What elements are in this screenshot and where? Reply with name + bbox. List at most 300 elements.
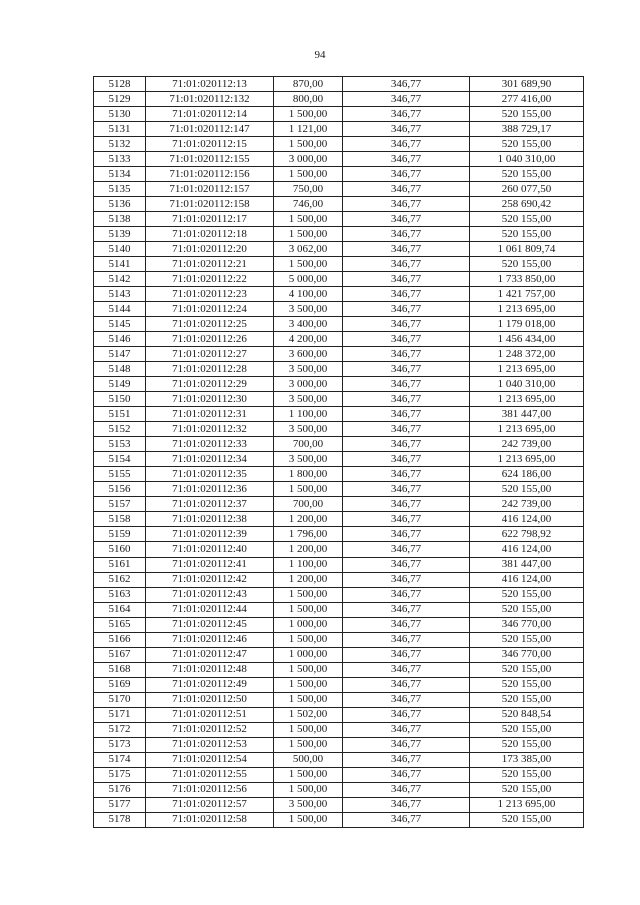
row-number-cell: 5177 xyxy=(94,797,146,812)
area-cell: 1 796,00 xyxy=(274,527,343,542)
table-row xyxy=(94,557,584,572)
value-cell: 1 421 757,00 xyxy=(470,287,584,302)
value-cell: 173 385,00 xyxy=(470,752,584,767)
rate-cell: 346,77 xyxy=(343,197,470,212)
row-number-cell: 5138 xyxy=(94,212,146,227)
area-cell: 746,00 xyxy=(274,197,343,212)
value-cell: 258 690,42 xyxy=(470,197,584,212)
row-number-cell: 5143 xyxy=(94,287,146,302)
area-cell: 1 500,00 xyxy=(274,692,343,707)
rate-cell: 346,77 xyxy=(343,767,470,782)
value-cell: 520 155,00 xyxy=(470,482,584,497)
row-number-cell: 5163 xyxy=(94,587,146,602)
value-cell: 520 155,00 xyxy=(470,137,584,152)
table-row xyxy=(94,467,584,482)
area-cell: 3 600,00 xyxy=(274,347,343,362)
area-cell: 1 800,00 xyxy=(274,467,343,482)
table-row xyxy=(94,317,584,332)
row-number-cell: 5146 xyxy=(94,332,146,347)
cadastral-number-cell: 71:01:020112:52 xyxy=(146,722,274,737)
area-cell: 3 500,00 xyxy=(274,362,343,377)
row-number-cell: 5154 xyxy=(94,452,146,467)
cadastral-value-table xyxy=(93,76,584,828)
row-number-cell: 5129 xyxy=(94,92,146,107)
row-number-cell: 5170 xyxy=(94,692,146,707)
area-cell: 1 500,00 xyxy=(274,602,343,617)
row-number-cell: 5140 xyxy=(94,242,146,257)
rate-cell: 346,77 xyxy=(343,212,470,227)
row-number-cell: 5135 xyxy=(94,182,146,197)
cadastral-number-cell: 71:01:020112:132 xyxy=(146,92,274,107)
value-cell: 624 186,00 xyxy=(470,467,584,482)
row-number-cell: 5147 xyxy=(94,347,146,362)
rate-cell: 346,77 xyxy=(343,422,470,437)
table-row xyxy=(94,107,584,122)
row-number-cell: 5166 xyxy=(94,632,146,647)
cadastral-number-cell: 71:01:020112:20 xyxy=(146,242,274,257)
area-cell: 870,00 xyxy=(274,77,343,92)
table-row xyxy=(94,152,584,167)
cadastral-number-cell: 71:01:020112:46 xyxy=(146,632,274,647)
table-row xyxy=(94,722,584,737)
rate-cell: 346,77 xyxy=(343,347,470,362)
table-row xyxy=(94,677,584,692)
cadastral-number-cell: 71:01:020112:26 xyxy=(146,332,274,347)
row-number-cell: 5158 xyxy=(94,512,146,527)
row-number-cell: 5167 xyxy=(94,647,146,662)
value-cell: 301 689,90 xyxy=(470,77,584,92)
row-number-cell: 5150 xyxy=(94,392,146,407)
rate-cell: 346,77 xyxy=(343,527,470,542)
rate-cell: 346,77 xyxy=(343,77,470,92)
row-number-cell: 5169 xyxy=(94,677,146,692)
rate-cell: 346,77 xyxy=(343,707,470,722)
value-cell: 1 213 695,00 xyxy=(470,362,584,377)
value-cell: 520 155,00 xyxy=(470,677,584,692)
value-cell: 520 155,00 xyxy=(470,737,584,752)
row-number-cell: 5159 xyxy=(94,527,146,542)
area-cell: 700,00 xyxy=(274,437,343,452)
rate-cell: 346,77 xyxy=(343,137,470,152)
value-cell: 1 213 695,00 xyxy=(470,302,584,317)
cadastral-number-cell: 71:01:020112:21 xyxy=(146,257,274,272)
area-cell: 3 000,00 xyxy=(274,152,343,167)
cadastral-number-cell: 71:01:020112:53 xyxy=(146,737,274,752)
row-number-cell: 5175 xyxy=(94,767,146,782)
cadastral-number-cell: 71:01:020112:43 xyxy=(146,587,274,602)
value-cell: 520 155,00 xyxy=(470,227,584,242)
cadastral-number-cell: 71:01:020112:51 xyxy=(146,707,274,722)
area-cell: 3 500,00 xyxy=(274,422,343,437)
area-cell: 1 500,00 xyxy=(274,227,343,242)
table-row xyxy=(94,617,584,632)
value-cell: 622 798,92 xyxy=(470,527,584,542)
row-number-cell: 5155 xyxy=(94,467,146,482)
row-number-cell: 5168 xyxy=(94,662,146,677)
row-number-cell: 5157 xyxy=(94,497,146,512)
rate-cell: 346,77 xyxy=(343,647,470,662)
row-number-cell: 5152 xyxy=(94,422,146,437)
value-cell: 520 155,00 xyxy=(470,662,584,677)
table-row xyxy=(94,392,584,407)
area-cell: 3 000,00 xyxy=(274,377,343,392)
value-cell: 416 124,00 xyxy=(470,512,584,527)
table-row xyxy=(94,407,584,422)
cadastral-number-cell: 71:01:020112:49 xyxy=(146,677,274,692)
table-row xyxy=(94,272,584,287)
rate-cell: 346,77 xyxy=(343,242,470,257)
area-cell: 750,00 xyxy=(274,182,343,197)
rate-cell: 346,77 xyxy=(343,152,470,167)
cadastral-number-cell: 71:01:020112:30 xyxy=(146,392,274,407)
table-row xyxy=(94,122,584,137)
value-cell: 1 061 809,74 xyxy=(470,242,584,257)
row-number-cell: 5128 xyxy=(94,77,146,92)
table-row xyxy=(94,542,584,557)
area-cell: 1 500,00 xyxy=(274,677,343,692)
value-cell: 520 155,00 xyxy=(470,167,584,182)
area-cell: 1 500,00 xyxy=(274,737,343,752)
table-row xyxy=(94,377,584,392)
value-cell: 1 213 695,00 xyxy=(470,797,584,812)
table-row xyxy=(94,182,584,197)
rate-cell: 346,77 xyxy=(343,302,470,317)
rate-cell: 346,77 xyxy=(343,92,470,107)
value-cell: 416 124,00 xyxy=(470,542,584,557)
cadastral-number-cell: 71:01:020112:56 xyxy=(146,782,274,797)
area-cell: 1 500,00 xyxy=(274,107,343,122)
table-row xyxy=(94,212,584,227)
table-row xyxy=(94,332,584,347)
row-number-cell: 5173 xyxy=(94,737,146,752)
cadastral-number-cell: 71:01:020112:17 xyxy=(146,212,274,227)
row-number-cell: 5176 xyxy=(94,782,146,797)
area-cell: 1 500,00 xyxy=(274,767,343,782)
row-number-cell: 5141 xyxy=(94,257,146,272)
cadastral-number-cell: 71:01:020112:57 xyxy=(146,797,274,812)
rate-cell: 346,77 xyxy=(343,332,470,347)
table-row xyxy=(94,662,584,677)
table-row xyxy=(94,422,584,437)
cadastral-number-cell: 71:01:020112:47 xyxy=(146,647,274,662)
table-row xyxy=(94,437,584,452)
value-cell: 1 040 310,00 xyxy=(470,377,584,392)
area-cell: 1 500,00 xyxy=(274,257,343,272)
value-cell: 520 155,00 xyxy=(470,107,584,122)
table-row xyxy=(94,512,584,527)
value-cell: 416 124,00 xyxy=(470,572,584,587)
row-number-cell: 5132 xyxy=(94,137,146,152)
value-cell: 381 447,00 xyxy=(470,557,584,572)
cadastral-number-cell: 71:01:020112:32 xyxy=(146,422,274,437)
row-number-cell: 5139 xyxy=(94,227,146,242)
cadastral-number-cell: 71:01:020112:36 xyxy=(146,482,274,497)
area-cell: 3 500,00 xyxy=(274,302,343,317)
rate-cell: 346,77 xyxy=(343,362,470,377)
area-cell: 1 000,00 xyxy=(274,617,343,632)
cadastral-number-cell: 71:01:020112:39 xyxy=(146,527,274,542)
cadastral-number-cell: 71:01:020112:22 xyxy=(146,272,274,287)
table-row xyxy=(94,242,584,257)
row-number-cell: 5144 xyxy=(94,302,146,317)
rate-cell: 346,77 xyxy=(343,557,470,572)
table-row xyxy=(94,257,584,272)
row-number-cell: 5134 xyxy=(94,167,146,182)
area-cell: 1 200,00 xyxy=(274,542,343,557)
area-cell: 3 500,00 xyxy=(274,392,343,407)
table-row xyxy=(94,167,584,182)
value-cell: 520 155,00 xyxy=(470,632,584,647)
cadastral-number-cell: 71:01:020112:37 xyxy=(146,497,274,512)
cadastral-number-cell: 71:01:020112:40 xyxy=(146,542,274,557)
value-cell: 520 155,00 xyxy=(470,587,584,602)
rate-cell: 346,77 xyxy=(343,317,470,332)
table-row xyxy=(94,287,584,302)
rate-cell: 346,77 xyxy=(343,392,470,407)
row-number-cell: 5171 xyxy=(94,707,146,722)
area-cell: 1 500,00 xyxy=(274,782,343,797)
area-cell: 1 500,00 xyxy=(274,167,343,182)
value-cell: 242 739,00 xyxy=(470,497,584,512)
rate-cell: 346,77 xyxy=(343,407,470,422)
table-row xyxy=(94,707,584,722)
row-number-cell: 5130 xyxy=(94,107,146,122)
table-row xyxy=(94,737,584,752)
value-cell: 520 155,00 xyxy=(470,257,584,272)
cadastral-number-cell: 71:01:020112:58 xyxy=(146,812,274,827)
value-cell: 1 213 695,00 xyxy=(470,392,584,407)
row-number-cell: 5142 xyxy=(94,272,146,287)
table-row xyxy=(94,137,584,152)
cadastral-number-cell: 71:01:020112:28 xyxy=(146,362,274,377)
area-cell: 4 200,00 xyxy=(274,332,343,347)
cadastral-number-cell: 71:01:020112:29 xyxy=(146,377,274,392)
area-cell: 1 000,00 xyxy=(274,647,343,662)
value-cell: 1 213 695,00 xyxy=(470,422,584,437)
rate-cell: 346,77 xyxy=(343,797,470,812)
table-row xyxy=(94,812,584,827)
rate-cell: 346,77 xyxy=(343,737,470,752)
cadastral-number-cell: 71:01:020112:54 xyxy=(146,752,274,767)
rate-cell: 346,77 xyxy=(343,782,470,797)
row-number-cell: 5131 xyxy=(94,122,146,137)
row-number-cell: 5153 xyxy=(94,437,146,452)
area-cell: 1 500,00 xyxy=(274,722,343,737)
table-row xyxy=(94,587,584,602)
cadastral-number-cell: 71:01:020112:41 xyxy=(146,557,274,572)
rate-cell: 346,77 xyxy=(343,377,470,392)
row-number-cell: 5174 xyxy=(94,752,146,767)
cadastral-number-cell: 71:01:020112:25 xyxy=(146,317,274,332)
area-cell: 1 502,00 xyxy=(274,707,343,722)
page-number: 94 xyxy=(314,49,326,61)
row-number-cell: 5151 xyxy=(94,407,146,422)
value-cell: 520 155,00 xyxy=(470,212,584,227)
area-cell: 800,00 xyxy=(274,92,343,107)
cadastral-number-cell: 71:01:020112:18 xyxy=(146,227,274,242)
rate-cell: 346,77 xyxy=(343,272,470,287)
area-cell: 1 200,00 xyxy=(274,572,343,587)
value-cell: 520 155,00 xyxy=(470,767,584,782)
cadastral-number-cell: 71:01:020112:23 xyxy=(146,287,274,302)
rate-cell: 346,77 xyxy=(343,512,470,527)
cadastral-number-cell: 71:01:020112:31 xyxy=(146,407,274,422)
value-cell: 1 456 434,00 xyxy=(470,332,584,347)
rate-cell: 346,77 xyxy=(343,437,470,452)
area-cell: 1 500,00 xyxy=(274,212,343,227)
rate-cell: 346,77 xyxy=(343,227,470,242)
area-cell: 500,00 xyxy=(274,752,343,767)
area-cell: 3 500,00 xyxy=(274,797,343,812)
row-number-cell: 5136 xyxy=(94,197,146,212)
row-number-cell: 5160 xyxy=(94,542,146,557)
table-row xyxy=(94,602,584,617)
area-cell: 1 500,00 xyxy=(274,812,343,827)
table-row xyxy=(94,647,584,662)
rate-cell: 346,77 xyxy=(343,287,470,302)
table-row xyxy=(94,347,584,362)
table-row xyxy=(94,632,584,647)
cadastral-number-cell: 71:01:020112:14 xyxy=(146,107,274,122)
cadastral-number-cell: 71:01:020112:158 xyxy=(146,197,274,212)
value-cell: 381 447,00 xyxy=(470,407,584,422)
row-number-cell: 5161 xyxy=(94,557,146,572)
value-cell: 520 155,00 xyxy=(470,812,584,827)
area-cell: 5 000,00 xyxy=(274,272,343,287)
table-row xyxy=(94,362,584,377)
value-cell: 1 040 310,00 xyxy=(470,152,584,167)
value-cell: 346 770,00 xyxy=(470,647,584,662)
rate-cell: 346,77 xyxy=(343,617,470,632)
value-cell: 1 733 850,00 xyxy=(470,272,584,287)
rate-cell: 346,77 xyxy=(343,497,470,512)
rate-cell: 346,77 xyxy=(343,452,470,467)
value-cell: 388 729,17 xyxy=(470,122,584,137)
area-cell: 3 400,00 xyxy=(274,317,343,332)
area-cell: 1 100,00 xyxy=(274,407,343,422)
table-row xyxy=(94,92,584,107)
cadastral-number-cell: 71:01:020112:48 xyxy=(146,662,274,677)
value-cell: 277 416,00 xyxy=(470,92,584,107)
value-cell: 1 213 695,00 xyxy=(470,452,584,467)
cadastral-number-cell: 71:01:020112:50 xyxy=(146,692,274,707)
table-row xyxy=(94,752,584,767)
table-row xyxy=(94,572,584,587)
row-number-cell: 5162 xyxy=(94,572,146,587)
row-number-cell: 5178 xyxy=(94,812,146,827)
table-row xyxy=(94,797,584,812)
area-cell: 1 500,00 xyxy=(274,587,343,602)
table-row xyxy=(94,452,584,467)
area-cell: 1 500,00 xyxy=(274,137,343,152)
table-row xyxy=(94,197,584,212)
rate-cell: 346,77 xyxy=(343,632,470,647)
rate-cell: 346,77 xyxy=(343,122,470,137)
rate-cell: 346,77 xyxy=(343,692,470,707)
area-cell: 700,00 xyxy=(274,497,343,512)
rate-cell: 346,77 xyxy=(343,482,470,497)
area-cell: 1 500,00 xyxy=(274,632,343,647)
cadastral-number-cell: 71:01:020112:24 xyxy=(146,302,274,317)
rate-cell: 346,77 xyxy=(343,752,470,767)
value-cell: 1 248 372,00 xyxy=(470,347,584,362)
value-cell: 346 770,00 xyxy=(470,617,584,632)
value-cell: 1 179 018,00 xyxy=(470,317,584,332)
rate-cell: 346,77 xyxy=(343,182,470,197)
rate-cell: 346,77 xyxy=(343,587,470,602)
table-row xyxy=(94,692,584,707)
row-number-cell: 5148 xyxy=(94,362,146,377)
rate-cell: 346,77 xyxy=(343,812,470,827)
cadastral-number-cell: 71:01:020112:34 xyxy=(146,452,274,467)
table-row xyxy=(94,782,584,797)
rate-cell: 346,77 xyxy=(343,572,470,587)
table-row xyxy=(94,227,584,242)
table-row xyxy=(94,302,584,317)
value-cell: 520 155,00 xyxy=(470,692,584,707)
cadastral-number-cell: 71:01:020112:38 xyxy=(146,512,274,527)
table-row xyxy=(94,482,584,497)
area-cell: 3 500,00 xyxy=(274,452,343,467)
cadastral-number-cell: 71:01:020112:45 xyxy=(146,617,274,632)
rate-cell: 346,77 xyxy=(343,257,470,272)
rate-cell: 346,77 xyxy=(343,167,470,182)
row-number-cell: 5164 xyxy=(94,602,146,617)
cadastral-number-cell: 71:01:020112:156 xyxy=(146,167,274,182)
cadastral-number-cell: 71:01:020112:147 xyxy=(146,122,274,137)
cadastral-number-cell: 71:01:020112:33 xyxy=(146,437,274,452)
table-body xyxy=(94,77,584,828)
value-cell: 242 739,00 xyxy=(470,437,584,452)
cadastral-number-cell: 71:01:020112:55 xyxy=(146,767,274,782)
value-cell: 520 155,00 xyxy=(470,722,584,737)
cadastral-number-cell: 71:01:020112:13 xyxy=(146,77,274,92)
cadastral-number-cell: 71:01:020112:157 xyxy=(146,182,274,197)
cadastral-number-cell: 71:01:020112:35 xyxy=(146,467,274,482)
row-number-cell: 5149 xyxy=(94,377,146,392)
area-cell: 1 500,00 xyxy=(274,482,343,497)
value-cell: 520 155,00 xyxy=(470,782,584,797)
area-cell: 1 500,00 xyxy=(274,662,343,677)
rate-cell: 346,77 xyxy=(343,602,470,617)
table-row xyxy=(94,77,584,92)
row-number-cell: 5145 xyxy=(94,317,146,332)
value-cell: 520 155,00 xyxy=(470,602,584,617)
rate-cell: 346,77 xyxy=(343,467,470,482)
row-number-cell: 5165 xyxy=(94,617,146,632)
value-cell: 260 077,50 xyxy=(470,182,584,197)
row-number-cell: 5156 xyxy=(94,482,146,497)
table-row xyxy=(94,767,584,782)
value-cell: 520 848,54 xyxy=(470,707,584,722)
row-number-cell: 5172 xyxy=(94,722,146,737)
row-number-cell: 5133 xyxy=(94,152,146,167)
area-cell: 4 100,00 xyxy=(274,287,343,302)
rate-cell: 346,77 xyxy=(343,677,470,692)
rate-cell: 346,77 xyxy=(343,107,470,122)
area-cell: 1 200,00 xyxy=(274,512,343,527)
area-cell: 1 121,00 xyxy=(274,122,343,137)
cadastral-number-cell: 71:01:020112:155 xyxy=(146,152,274,167)
table-row xyxy=(94,527,584,542)
table-row xyxy=(94,497,584,512)
rate-cell: 346,77 xyxy=(343,662,470,677)
rate-cell: 346,77 xyxy=(343,542,470,557)
area-cell: 3 062,00 xyxy=(274,242,343,257)
cadastral-number-cell: 71:01:020112:42 xyxy=(146,572,274,587)
rate-cell: 346,77 xyxy=(343,722,470,737)
area-cell: 1 100,00 xyxy=(274,557,343,572)
